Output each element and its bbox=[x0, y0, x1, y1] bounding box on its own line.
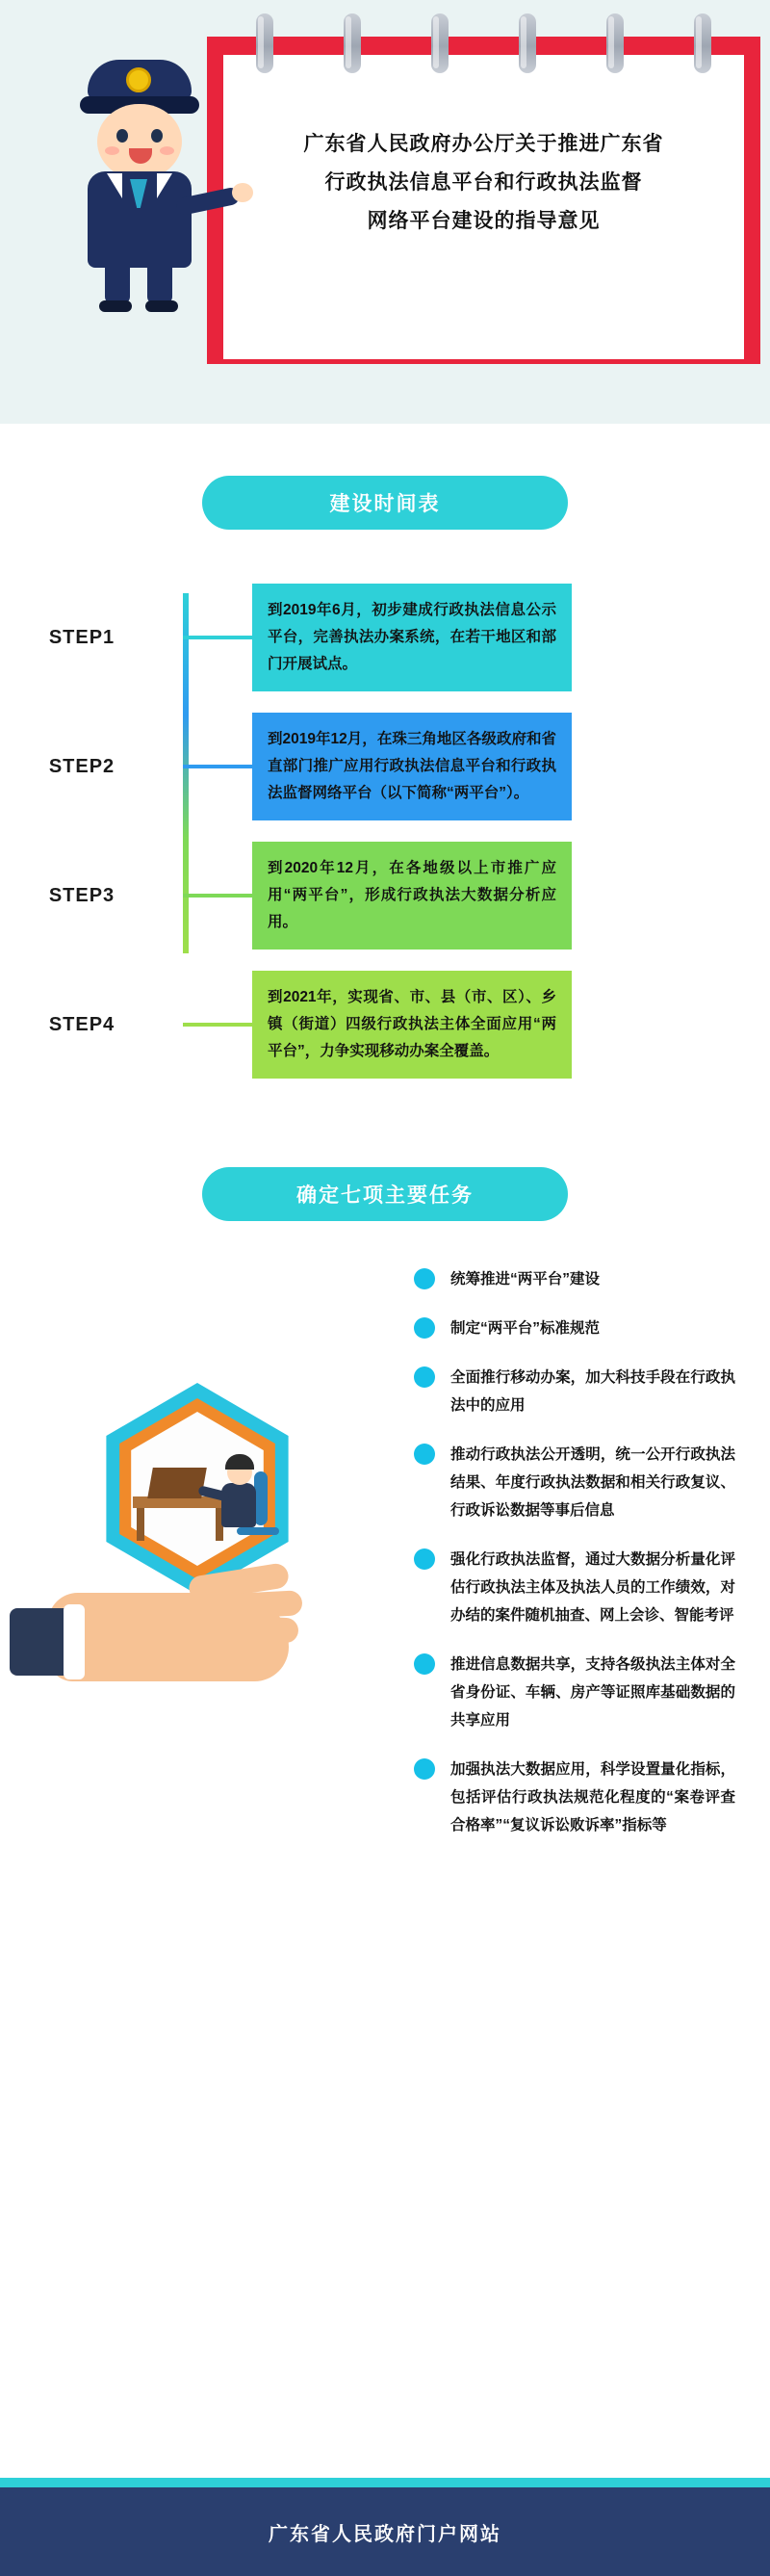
spiral-ring-icon bbox=[606, 13, 624, 73]
list-item bbox=[414, 1756, 735, 1839]
page-title-line-2: 行政执法信息平台和行政执法监督 bbox=[324, 171, 643, 194]
mascot-leg-left bbox=[105, 266, 130, 304]
timeline-step-text: 到2020年12月，在各地级以上市推广应用“两平台”，形成行政执法大数据分析应用。 bbox=[252, 842, 572, 950]
timeline-row bbox=[0, 584, 770, 691]
list-item bbox=[414, 1441, 735, 1524]
task-text: 推进信息数据共享，支持各级执法主体对全省身份证、车辆、房产等证照库基础数据的共享应用 bbox=[450, 1656, 735, 1729]
bullet-dot-icon bbox=[414, 1548, 435, 1570]
section-heading-tasks bbox=[202, 1167, 568, 1221]
page-title-line-1: 广东省人民政府办公厅关于推进广东省 bbox=[303, 133, 664, 155]
spiral-ring-icon bbox=[694, 13, 711, 73]
mascot-blush-left bbox=[105, 146, 119, 155]
timeline-step-text: 到2019年6月，初步建成行政执法信息公示平台，完善执法办案系统，在若干地区和部门开展试点。 bbox=[252, 584, 572, 691]
task-text: 强化行政执法监督，通过大数据分析量化评估行政执法主体及执法人员的工作绩效，对办结的案件随机抽查、网上会诊、智能考评 bbox=[450, 1551, 735, 1624]
list-item bbox=[414, 1265, 735, 1293]
mascot-shoe-right bbox=[145, 300, 178, 312]
mascot-eye-right bbox=[151, 129, 163, 143]
mascot-shoe-left bbox=[99, 300, 132, 312]
spiral-ring-icon bbox=[344, 13, 361, 73]
build-timeline bbox=[0, 584, 770, 1104]
worker-body bbox=[221, 1483, 256, 1527]
mascot-leg-right bbox=[147, 266, 172, 304]
desk-leg-left bbox=[137, 1508, 144, 1541]
task-text: 加强执法大数据应用，科学设置量化指标，包括评估行政执法规范化程度的“案卷评查合格率”“复议诉讼败诉率”指标等 bbox=[450, 1761, 735, 1834]
mascot-hand bbox=[232, 183, 253, 202]
page-title-line-3: 网络平台建设的指导意见 bbox=[367, 210, 601, 232]
page-title bbox=[236, 125, 732, 241]
timeline-row bbox=[0, 842, 770, 950]
timeline-step-label: STEP2 bbox=[48, 755, 116, 777]
mascot-collar-left bbox=[107, 173, 122, 198]
timeline-connector bbox=[183, 1023, 252, 1027]
list-item bbox=[414, 1364, 735, 1419]
list-item bbox=[414, 1651, 735, 1734]
timeline-step-text: 到2021年，实现省、市、县（市、区）、乡镇（街道）四级行政执法主体全面应用“两平台”，力争实现移动办案全覆盖。 bbox=[252, 971, 572, 1079]
spiral-ring-icon bbox=[256, 13, 273, 73]
timeline-step-text: 到2019年12月，在珠三角地区各级政府和省直部门推广应用行政执法信息平台和行政执法监督网络平台（以下简称“两平台”）。 bbox=[252, 713, 572, 820]
bullet-dot-icon bbox=[414, 1366, 435, 1388]
mascot-mouth bbox=[129, 148, 152, 164]
task-text: 统筹推进“两平台”建设 bbox=[450, 1271, 601, 1288]
mascot-blush-right bbox=[160, 146, 174, 155]
task-text: 全面推行移动办案，加大科技手段在行政执法中的应用 bbox=[450, 1369, 735, 1414]
mascot-eye-left bbox=[116, 129, 128, 143]
timeline-step-label: STEP4 bbox=[48, 1013, 116, 1035]
section-heading-tasks-label: 确定七项主要任务 bbox=[296, 1184, 474, 1207]
list-item bbox=[414, 1546, 735, 1629]
section-heading-timeline-label: 建设时间表 bbox=[329, 493, 441, 515]
footer-accent-strip bbox=[0, 2478, 770, 2487]
spiral-ring-icon bbox=[431, 13, 449, 73]
timeline-step-label: STEP1 bbox=[48, 626, 116, 648]
hand-hexagon-illustration bbox=[10, 1383, 395, 1730]
notebook-spiral-binding bbox=[221, 13, 746, 81]
footer-site-name: 广东省人民政府门户网站 bbox=[269, 2523, 501, 2545]
bullet-dot-icon bbox=[414, 1758, 435, 1780]
task-text: 制定“两平台”标准规范 bbox=[450, 1320, 601, 1337]
laptop-icon bbox=[147, 1468, 207, 1498]
police-mascot-icon bbox=[53, 60, 226, 310]
tasks-list bbox=[0, 1265, 770, 1862]
bullet-dot-icon bbox=[414, 1268, 435, 1289]
timeline-row bbox=[0, 713, 770, 820]
bullet-dot-icon bbox=[414, 1444, 435, 1465]
list-item bbox=[414, 1314, 735, 1342]
office-chair-base bbox=[237, 1527, 279, 1535]
timeline-row bbox=[0, 971, 770, 1079]
mascot-hat-badge-icon bbox=[126, 67, 151, 92]
shirt-cuff bbox=[64, 1604, 85, 1679]
office-chair-icon bbox=[254, 1471, 268, 1525]
bullet-dot-icon bbox=[414, 1653, 435, 1675]
open-hand-icon bbox=[10, 1554, 327, 1718]
timeline-connector bbox=[183, 894, 252, 898]
spiral-ring-icon bbox=[519, 13, 536, 73]
mascot-collar-right bbox=[157, 173, 172, 198]
bullet-dot-icon bbox=[414, 1317, 435, 1339]
task-text: 推动行政执法公开透明，统一公开行政执法结果、年度行政执法数据和相关行政复议、行政诉讼数据等事后信息 bbox=[450, 1446, 735, 1519]
timeline-connector bbox=[183, 765, 252, 768]
header-banner bbox=[0, 0, 770, 424]
section-heading-timeline bbox=[202, 476, 568, 530]
footer-bar bbox=[0, 2487, 770, 2576]
mascot-face bbox=[97, 104, 182, 179]
timeline-step-label: STEP3 bbox=[48, 884, 116, 906]
timeline-connector bbox=[183, 636, 252, 639]
